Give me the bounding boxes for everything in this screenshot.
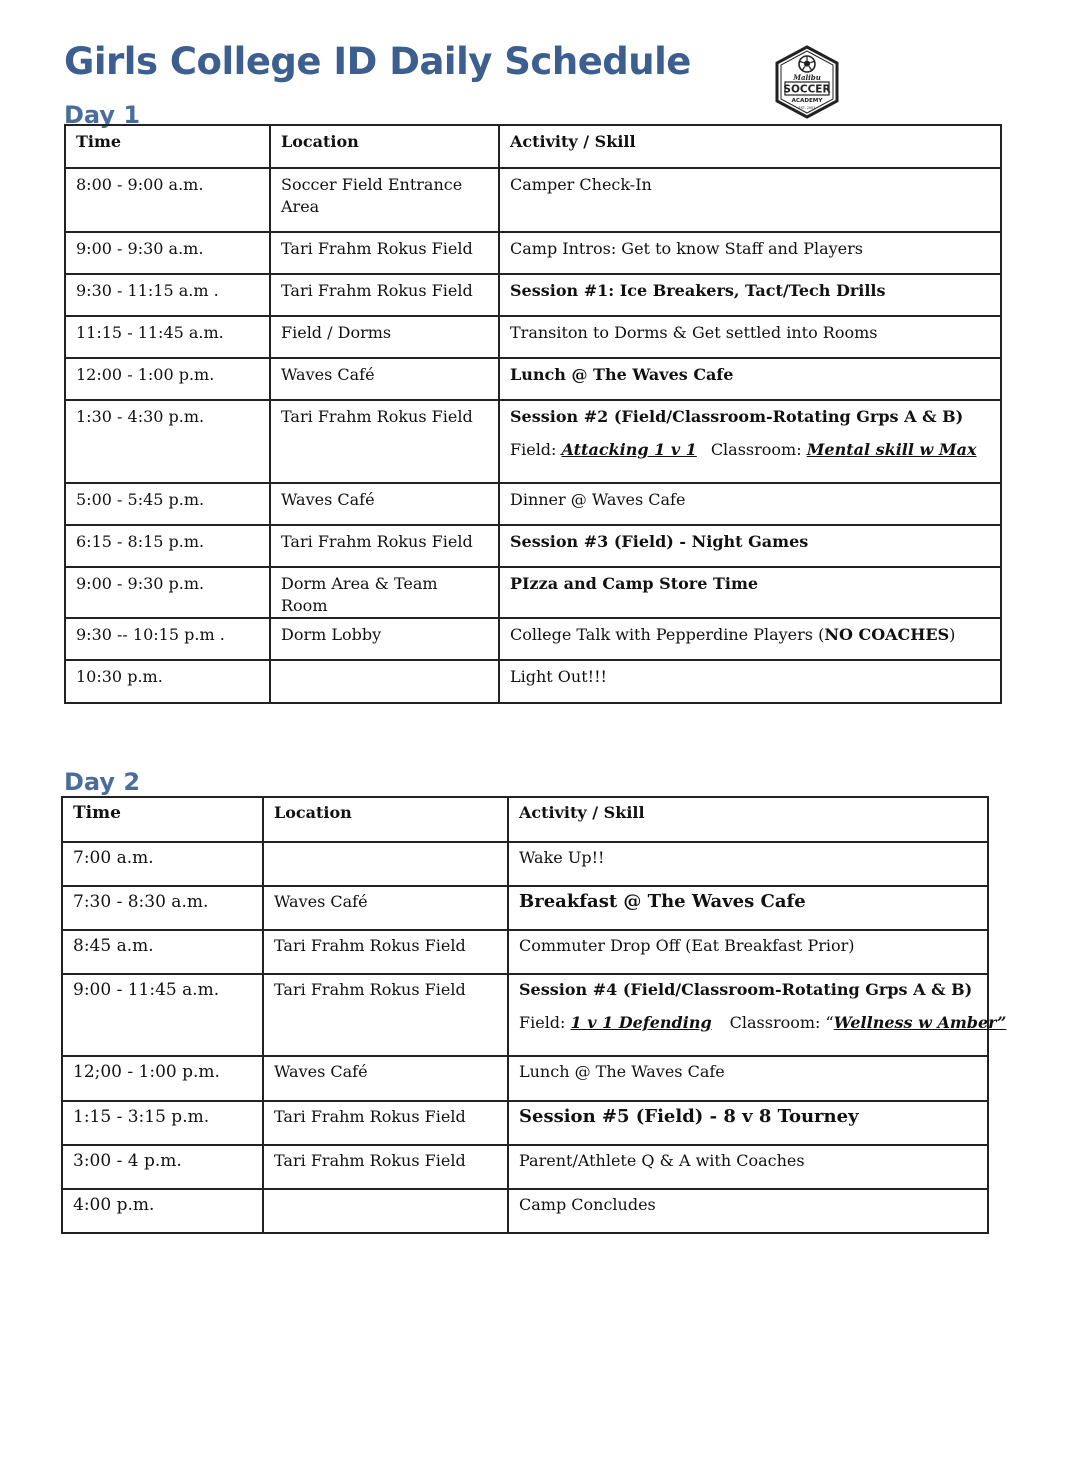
table-row [65, 168, 1001, 232]
location-cell: Dorm Lobby [270, 618, 499, 660]
time-cell: 7:00 a.m. [62, 842, 263, 886]
table-row [62, 1145, 988, 1189]
time-cell: 8:45 a.m. [62, 930, 263, 974]
activity-cell: Session #3 (Field) - Night Games [499, 525, 1001, 567]
svg-text:Malibu: Malibu [793, 73, 821, 82]
column-header-activity: Activity / Skill [508, 797, 988, 842]
time-cell: 6:15 - 8:15 p.m. [65, 525, 270, 567]
field-skill: 1 v 1 Defending [570, 1013, 712, 1032]
page-title: Girls College ID Daily Schedule [64, 40, 691, 83]
table-row [65, 618, 1001, 660]
time-cell: 3:00 - 4 p.m. [62, 1145, 263, 1189]
table-row [65, 483, 1001, 525]
classroom-label: Classroom: “ [729, 1013, 834, 1032]
table-row [65, 660, 1001, 703]
location-cell [270, 660, 499, 703]
classroom-skill: Mental skill w Max [806, 440, 977, 459]
time-cell: 4:00 p.m. [62, 1189, 263, 1233]
location-cell: Tari Frahm Rokus Field [270, 274, 499, 316]
location-cell: Tari Frahm Rokus Field [263, 974, 508, 1056]
activity-cell [499, 400, 1001, 483]
activity-cell: Lunch @ The Waves Cafe [499, 358, 1001, 400]
soccer-ball-icon [799, 56, 815, 72]
location-cell [263, 1189, 508, 1233]
time-cell: 9:00 - 9:30 a.m. [65, 232, 270, 274]
location-cell: Tari Frahm Rokus Field [270, 232, 499, 274]
location-cell: Dorm Area & Team Room [270, 567, 499, 618]
classroom-label: Classroom: [710, 440, 807, 459]
svg-text:EST. 2007: EST. 2007 [798, 106, 816, 110]
time-cell: 1:15 - 3:15 p.m. [62, 1101, 263, 1145]
activity-cell: PIzza and Camp Store Time [499, 567, 1001, 618]
table-row [62, 974, 988, 1056]
activity-cell: Dinner @ Waves Cafe [499, 483, 1001, 525]
activity-cell: Commuter Drop Off (Eat Breakfast Prior) [508, 930, 988, 974]
day2-heading: Day 2 [64, 768, 141, 796]
location-cell: Tari Frahm Rokus Field [263, 930, 508, 974]
location-cell: Tari Frahm Rokus Field [263, 1145, 508, 1189]
table-row [62, 842, 988, 886]
table-header-row [62, 797, 988, 842]
table-row [65, 400, 1001, 483]
time-cell: 9:00 - 9:30 p.m. [65, 567, 270, 618]
time-cell: 11:15 - 11:45 a.m. [65, 316, 270, 358]
session-title: Session #4 (Field/Classroom-Rotating Grps A & B) [519, 980, 973, 999]
column-header-location: Location [270, 125, 499, 168]
activity-cell: Light Out!!! [499, 660, 1001, 703]
no-coaches-note: NO COACHES [824, 625, 950, 644]
time-cell: 9:30 - 11:15 a.m . [65, 274, 270, 316]
logo-badge-icon [774, 45, 840, 119]
time-cell: 10:30 p.m. [65, 660, 270, 703]
location-cell: Soccer Field Entrance Area [270, 168, 499, 232]
malibu-soccer-academy-logo [774, 45, 840, 119]
day1-heading: Day 1 [64, 101, 141, 129]
table-row [62, 1189, 988, 1233]
activity-cell: Breakfast @ The Waves Cafe [508, 886, 988, 930]
table-row [62, 1056, 988, 1101]
location-cell: Tari Frahm Rokus Field [263, 1101, 508, 1145]
table-row [65, 316, 1001, 358]
location-cell [263, 842, 508, 886]
activity-cell: Wake Up!! [508, 842, 988, 886]
location-cell: Waves Café [270, 483, 499, 525]
table-row [65, 274, 1001, 316]
day2-schedule-table [61, 796, 1007, 1234]
activity-cell: Transiton to Dorms & Get settled into Rooms [499, 316, 1001, 358]
day1-schedule-table [64, 124, 1002, 704]
column-header-activity: Activity / Skill [499, 125, 1001, 168]
time-cell: 8:00 - 9:00 a.m. [65, 168, 270, 232]
time-cell: 12:00 - 1:00 p.m. [65, 358, 270, 400]
field-skill: Attacking 1 v 1 [561, 440, 697, 459]
time-cell: 9:30 -- 10:15 p.m . [65, 618, 270, 660]
activity-text-end: ) [949, 625, 956, 644]
column-header-location: Location [263, 797, 508, 842]
svg-text:ACADEMY: ACADEMY [791, 98, 823, 104]
activity-cell: Camp Concludes [508, 1189, 988, 1233]
table-row [65, 358, 1001, 400]
location-cell: Tari Frahm Rokus Field [270, 400, 499, 483]
activity-cell: Parent/Athlete Q & A with Coaches [508, 1145, 988, 1189]
session-details [510, 439, 990, 461]
classroom-skill: Wellness w Amber” [833, 1013, 1007, 1032]
column-header-time: Time [62, 797, 263, 842]
time-cell: 12;00 - 1:00 p.m. [62, 1056, 263, 1101]
location-cell: Field / Dorms [270, 316, 499, 358]
table-row [65, 567, 1001, 618]
time-cell: 9:00 - 11:45 a.m. [62, 974, 263, 1056]
activity-cell: Session #5 (Field) - 8 v 8 Tourney [508, 1101, 988, 1145]
session-details [519, 1012, 1007, 1034]
activity-text: College Talk with Pepperdine Players ( [510, 625, 825, 644]
table-row [65, 232, 1001, 274]
field-label: Field: [519, 1013, 571, 1032]
session-title: Session #2 (Field/Classroom-Rotating Grps A & B) [510, 407, 964, 426]
activity-cell: Camper Check-In [499, 168, 1001, 232]
time-cell: 1:30 - 4:30 p.m. [65, 400, 270, 483]
table-row [62, 886, 988, 930]
time-cell: 5:00 - 5:45 p.m. [65, 483, 270, 525]
table-row [62, 930, 988, 974]
location-cell: Waves Café [263, 1056, 508, 1101]
table-row [62, 1101, 988, 1145]
column-header-time: Time [65, 125, 270, 168]
activity-cell: Camp Intros: Get to know Staff and Players [499, 232, 1001, 274]
table-header-row [65, 125, 1001, 168]
activity-cell [508, 974, 1007, 1056]
location-cell: Waves Café [270, 358, 499, 400]
table-row [65, 525, 1001, 567]
location-cell: Tari Frahm Rokus Field [270, 525, 499, 567]
activity-cell: Session #1: Ice Breakers, Tact/Tech Drills [499, 274, 1001, 316]
activity-cell: Lunch @ The Waves Cafe [508, 1056, 988, 1101]
svg-text:SOCCER: SOCCER [783, 83, 831, 96]
field-label: Field: [510, 440, 562, 459]
time-cell: 7:30 - 8:30 a.m. [62, 886, 263, 930]
activity-cell [499, 618, 1001, 660]
location-cell: Waves Café [263, 886, 508, 930]
